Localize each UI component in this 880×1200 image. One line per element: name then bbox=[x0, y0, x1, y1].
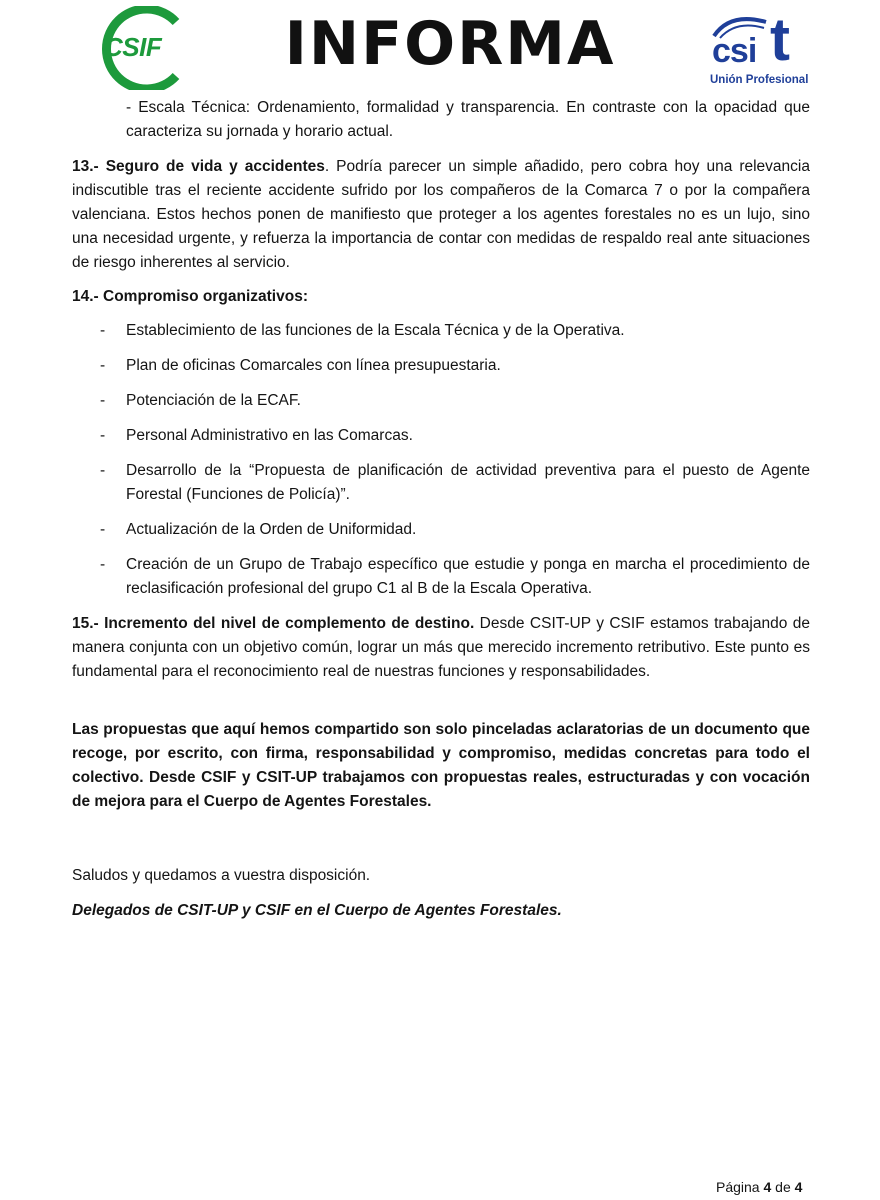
section-15-body: Desde CSIT-UP y CSIF estamos trabajando de manera conjunta con un objetivo común, lograr un más que merecido incremento retributivo. Este punto es fundamental para el reconocimiento real de nuestras funciones y responsabilidades. bbox=[72, 615, 810, 680]
section-15-heading: 15.- Incremento del nivel de complemento de destino. bbox=[72, 615, 475, 632]
page-header bbox=[0, 0, 880, 100]
list-item: - Potenciación de la ECAF. bbox=[100, 392, 301, 409]
document-body bbox=[72, 96, 810, 923]
list-item: - Desarrollo de la “Propuesta de planificación de actividad preventiva para el puesto de Agente Forestal (Funciones de Policía)”. bbox=[100, 462, 810, 503]
section-14-list bbox=[72, 319, 810, 601]
section-13-heading: 13.- Seguro de vida y accidentes bbox=[72, 158, 325, 175]
greeting: Saludos y quedamos a vuestra disposición. bbox=[72, 867, 371, 884]
summary-paragraph: Las propuestas que aquí hemos compartido son solo pinceladas aclaratorias de un documento que recoge, por escrito, con firma, responsabilidad y compromiso, medidas concretas para todo el colectivo. Desde CSIF y CSIT-UP trabajamos con propuestas reales, estructuradas y con vocación de mejora para el Cuerpo de Agentes Forestales. bbox=[72, 721, 810, 810]
csit-logo-text: csi bbox=[712, 32, 757, 70]
csif-logo bbox=[84, 6, 194, 90]
csif-logo-text: CSIF bbox=[104, 32, 162, 62]
list-item: - Personal Administrativo en las Comarcas. bbox=[100, 427, 413, 444]
list-item: - Actualización de la Orden de Uniformidad. bbox=[100, 521, 417, 538]
csit-logo-t: t bbox=[770, 6, 790, 73]
section-13-body: . Podría parecer un simple añadido, pero cobra hoy una relevancia indiscutible tras el reciente accidente sufrido por los compañeros de la Comarca 7 o por la compañera valenciana. Estos hechos ponen de manifiesto que proteger a los agentes forestales no es un lujo, sino una necesidad urgente, y refuerza la importancia de contar con medidas de respaldo real ante situaciones de riesgo inherentes al servicio. bbox=[72, 158, 810, 271]
csit-logo bbox=[706, 6, 810, 90]
list-item: - Establecimiento de las funciones de la Escala Técnica y de la Operativa. bbox=[100, 322, 625, 339]
section-15 bbox=[72, 612, 810, 684]
csit-logo-subtitle: Unión Profesional bbox=[710, 74, 809, 86]
escala-tecnica-line: - Escala Técnica: Ordenamiento, formalidad y transparencia. En contraste con la opacidad que caracteriza su jornada y horario actual. bbox=[126, 99, 810, 140]
section-14-heading: 14.- Compromiso organizativos: bbox=[72, 288, 308, 305]
signature: Delegados de CSIT-UP y CSIF en el Cuerpo de Agentes Forestales. bbox=[72, 902, 562, 919]
list-item: - Plan de oficinas Comarcales con línea presupuestaria. bbox=[100, 357, 501, 374]
page-number: Página 4 de 4 bbox=[716, 1179, 803, 1195]
section-13 bbox=[72, 155, 810, 275]
list-item: - Creación de un Grupo de Trabajo específico que estudie y ponga en marcha el procedimiento de reclasificación profesional del grupo C1 al B de la Escala Operativa. bbox=[100, 556, 810, 597]
page-title: INFORMA bbox=[284, 9, 616, 79]
